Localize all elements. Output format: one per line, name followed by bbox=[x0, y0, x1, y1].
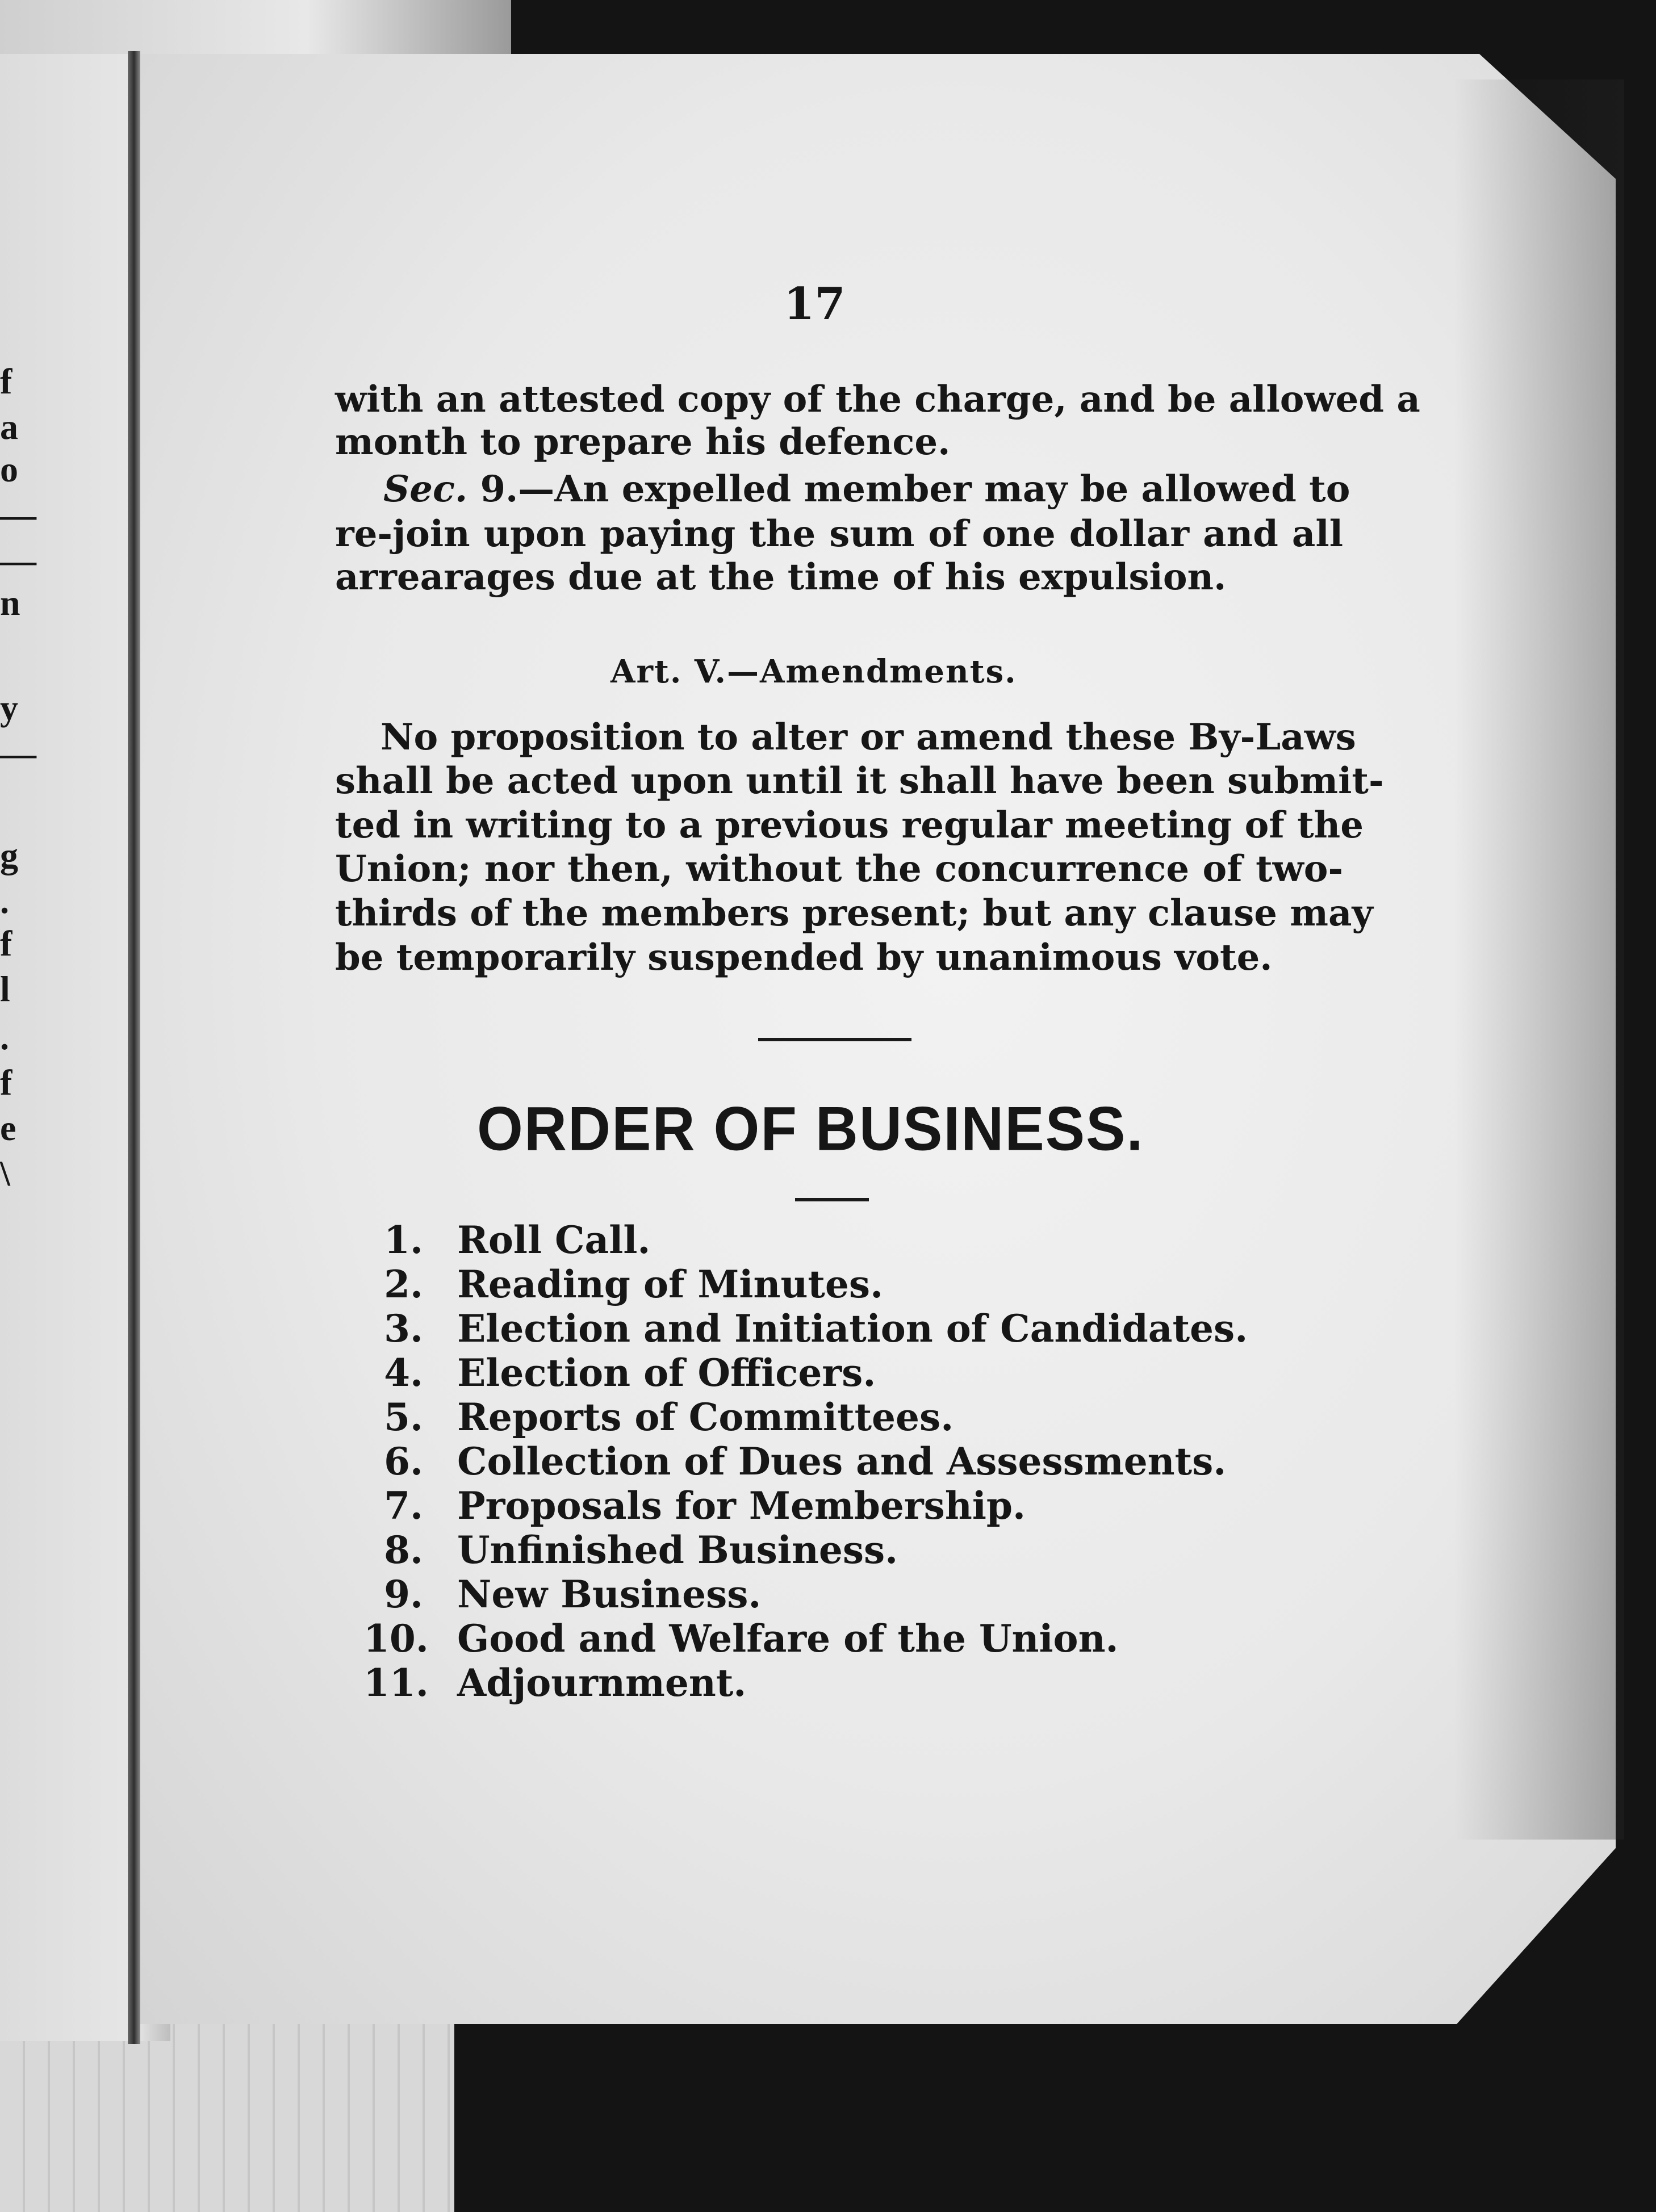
paragraph-line: arrearages due at the time of his expulsion. bbox=[335, 556, 1227, 598]
list-number: 3. bbox=[384, 1306, 423, 1351]
edge-char: e bbox=[0, 1108, 16, 1148]
list-text: Election of Officers. bbox=[457, 1351, 876, 1395]
list-number: 1. bbox=[384, 1218, 423, 1262]
article-heading: Art. V.—Amendments. bbox=[610, 653, 1017, 690]
paragraph-line: No proposition to alter or amend these By-Laws bbox=[380, 716, 1356, 759]
list-item bbox=[363, 1218, 650, 1262]
list-text: Collection of Dues and Assessments. bbox=[457, 1439, 1227, 1484]
list-text: Adjournment. bbox=[457, 1661, 747, 1705]
edge-char: — bbox=[0, 540, 36, 580]
paragraph-line: be temporarily suspended by unanimous vote. bbox=[335, 936, 1273, 979]
paragraph-line: with an attested copy of the charge, and be allowed a bbox=[335, 378, 1420, 421]
list-text: Reading of Minutes. bbox=[457, 1262, 884, 1306]
edge-char: . bbox=[0, 1017, 9, 1057]
list-number: 4. bbox=[384, 1351, 423, 1395]
list-number: 8. bbox=[384, 1528, 423, 1572]
edge-char: g bbox=[0, 835, 18, 875]
edge-char: \ bbox=[0, 1153, 10, 1193]
order-of-business-title: ORDER OF BUSINESS. bbox=[477, 1095, 1144, 1164]
section-9-line bbox=[383, 468, 1350, 510]
list-text: Reports of Committees. bbox=[457, 1395, 954, 1439]
edge-char: l bbox=[0, 969, 10, 1009]
edge-char: a bbox=[0, 407, 18, 447]
section-label: Sec. bbox=[383, 468, 468, 510]
edge-char: f bbox=[0, 1062, 12, 1103]
list-text: Election and Initiation of Candidates. bbox=[457, 1306, 1248, 1351]
list-item bbox=[363, 1439, 1226, 1484]
list-text: New Business. bbox=[457, 1572, 762, 1616]
edge-char: — bbox=[0, 733, 36, 773]
list-item bbox=[363, 1395, 954, 1439]
page-number: 17 bbox=[784, 278, 846, 330]
list-text: Proposals for Membership. bbox=[457, 1484, 1026, 1528]
list-item bbox=[363, 1306, 1248, 1351]
list-item bbox=[363, 1528, 898, 1572]
edge-char: — bbox=[0, 495, 36, 535]
list-number: 7. bbox=[384, 1484, 423, 1528]
divider-rule bbox=[795, 1198, 869, 1201]
list-item bbox=[363, 1484, 1026, 1528]
list-text: Unfinished Business. bbox=[457, 1528, 898, 1572]
edge-char: y bbox=[0, 688, 18, 728]
list-number: 9. bbox=[384, 1572, 423, 1616]
list-number: 2. bbox=[384, 1262, 423, 1306]
list-item bbox=[363, 1262, 883, 1306]
edge-char: n bbox=[0, 583, 20, 623]
edge-char: f bbox=[0, 923, 12, 963]
list-item bbox=[363, 1661, 746, 1705]
list-item bbox=[363, 1572, 761, 1616]
list-number: 6. bbox=[384, 1439, 423, 1484]
paragraph-line: ted in writing to a previous regular meeting of the bbox=[335, 804, 1364, 847]
list-number: 5. bbox=[384, 1395, 423, 1439]
edge-char: . bbox=[0, 881, 9, 921]
section-9-text: 9.—An expelled member may be allowed to bbox=[467, 468, 1350, 510]
list-item bbox=[363, 1351, 876, 1395]
paragraph-line: Union; nor then, without the concurrence of two- bbox=[335, 848, 1343, 890]
paragraph-line: thirds of the members present; but any clause may bbox=[335, 892, 1373, 935]
list-number: 10. bbox=[363, 1616, 429, 1661]
edge-char: f bbox=[0, 361, 12, 401]
list-item bbox=[363, 1616, 1119, 1661]
paragraph-line: shall be acted upon until it shall have been submit- bbox=[335, 760, 1384, 802]
list-text: Good and Welfare of the Union. bbox=[457, 1616, 1119, 1661]
divider-rule bbox=[758, 1038, 911, 1041]
list-text: Roll Call. bbox=[457, 1218, 651, 1262]
list-number: 11. bbox=[363, 1661, 429, 1705]
paragraph-line: re-join upon paying the sum of one dollar and all bbox=[335, 513, 1343, 555]
paragraph-line: month to prepare his defence. bbox=[335, 421, 951, 463]
edge-char: o bbox=[0, 449, 18, 489]
